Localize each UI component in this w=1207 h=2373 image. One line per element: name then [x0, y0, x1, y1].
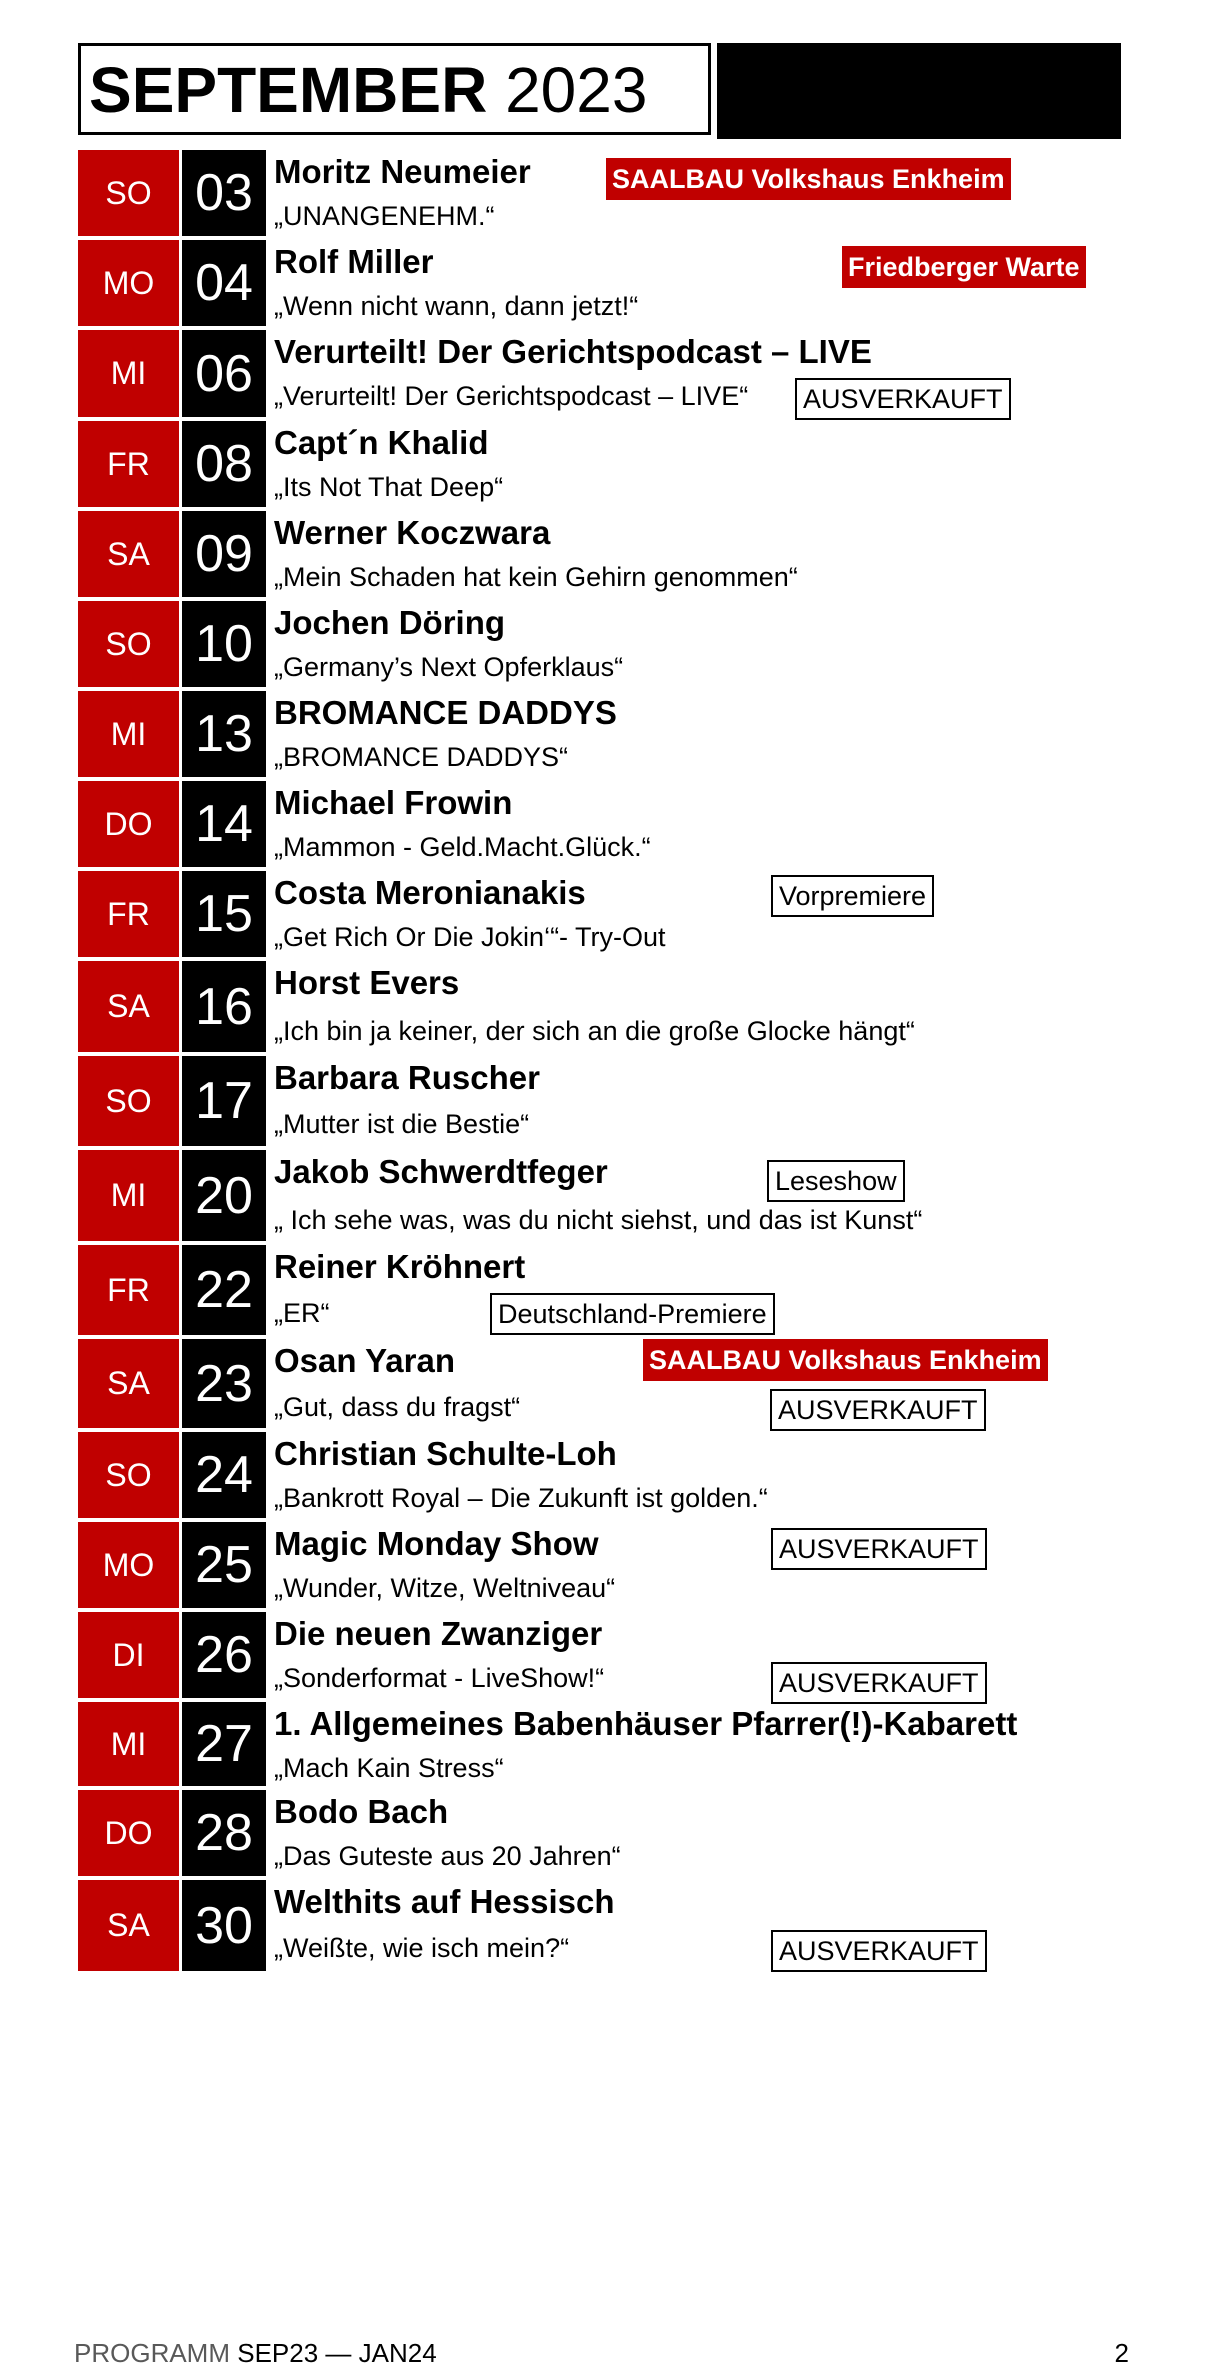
event-weekday: SO — [78, 1056, 179, 1146]
event-row — [0, 781, 1207, 867]
event-weekday: SA — [78, 1880, 179, 1971]
event-subtitle: „Get Rich Or Die Jokin‘“- Try-Out — [274, 922, 666, 952]
event-status-tag: Deutschland-Premiere — [490, 1293, 775, 1335]
event-subtitle: „Weißte, wie isch mein?“ — [274, 1933, 570, 1963]
footer-program-label: PROGRAMM — [74, 2338, 230, 2368]
event-row — [0, 330, 1207, 417]
event-date: 06 — [182, 330, 266, 417]
event-name: Rolf Miller — [274, 243, 434, 280]
event-venue-badge: Friedberger Warte — [842, 246, 1086, 288]
event-name: Moritz Neumeier — [274, 153, 531, 190]
event-name: Verurteilt! Der Gerichtspodcast – LIVE — [274, 333, 872, 370]
event-date: 10 — [182, 601, 266, 687]
event-weekday: SA — [78, 1339, 179, 1428]
event-weekday: DI — [78, 1612, 179, 1698]
event-subtitle: „UNANGENEHM.“ — [274, 201, 495, 231]
footer-program — [74, 2338, 437, 2369]
footer-program-range: SEP23 — JAN24 — [237, 2338, 437, 2368]
event-name: Osan Yaran — [274, 1342, 456, 1379]
event-subtitle: „Wenn nicht wann, dann jetzt!“ — [274, 291, 639, 321]
event-date: 20 — [182, 1150, 266, 1241]
event-subtitle: „Its Not That Deep“ — [274, 472, 504, 502]
event-date: 09 — [182, 511, 266, 597]
event-subtitle: „ER“ — [274, 1298, 330, 1328]
event-name: Welthits auf Hessisch — [274, 1883, 615, 1920]
event-status-tag: AUSVERKAUFT — [795, 378, 1011, 420]
event-date: 13 — [182, 691, 266, 777]
event-date: 14 — [182, 781, 266, 867]
event-date: 27 — [182, 1702, 266, 1786]
event-date: 28 — [182, 1790, 266, 1876]
event-subtitle: „Das Guteste aus 20 Jahren“ — [274, 1841, 621, 1871]
event-date: 04 — [182, 240, 266, 326]
event-subtitle: „Sonderformat - LiveShow!“ — [274, 1663, 605, 1693]
event-name: Capt´n Khalid — [274, 424, 489, 461]
event-status-tag: AUSVERKAUFT — [771, 1662, 987, 1704]
event-row — [0, 240, 1207, 326]
title-year: 2023 — [505, 54, 648, 126]
event-venue-badge: SAALBAU Volkshaus Enkheim — [606, 158, 1011, 200]
event-name: Werner Koczwara — [274, 514, 551, 551]
event-weekday: SA — [78, 961, 179, 1052]
event-subtitle: „Mutter ist die Bestie“ — [274, 1109, 530, 1139]
event-status-tag: AUSVERKAUFT — [771, 1528, 987, 1570]
title-month: SEPTEMBER — [89, 54, 488, 126]
event-subtitle: „Ich bin ja keiner, der sich an die große Glocke hängt“ — [274, 1016, 915, 1046]
event-weekday: MI — [78, 691, 179, 777]
event-weekday: DO — [78, 1790, 179, 1876]
event-subtitle: „ Ich sehe was, was du nicht siehst, und das ist Kunst“ — [274, 1205, 923, 1235]
event-venue-badge: SAALBAU Volkshaus Enkheim — [643, 1339, 1048, 1381]
event-row — [0, 1790, 1207, 1876]
event-subtitle: „Verurteilt! Der Gerichtspodcast – LIVE“ — [274, 381, 749, 411]
event-name: Jakob Schwerdtfeger — [274, 1153, 608, 1190]
event-weekday: FR — [78, 871, 179, 957]
page-number: 2 — [1114, 2338, 1129, 2368]
event-weekday: FR — [78, 1245, 179, 1335]
event-weekday: MO — [78, 1522, 179, 1608]
event-date: 30 — [182, 1880, 266, 1971]
event-name: Barbara Ruscher — [274, 1059, 540, 1096]
event-weekday: SO — [78, 601, 179, 687]
event-weekday: MO — [78, 240, 179, 326]
event-date: 22 — [182, 1245, 266, 1335]
event-row — [0, 1612, 1207, 1698]
event-row — [0, 1150, 1207, 1241]
event-weekday: SO — [78, 1432, 179, 1518]
event-date: 26 — [182, 1612, 266, 1698]
event-subtitle: „Germany’s Next Opferklaus“ — [274, 652, 624, 682]
event-row — [0, 150, 1207, 236]
event-date: 24 — [182, 1432, 266, 1518]
event-weekday: MI — [78, 1150, 179, 1241]
event-name: Christian Schulte-Loh — [274, 1435, 617, 1472]
event-row — [0, 1522, 1207, 1608]
event-date: 16 — [182, 961, 266, 1052]
event-row — [0, 871, 1207, 957]
event-date: 25 — [182, 1522, 266, 1608]
event-subtitle: „Mach Kain Stress“ — [274, 1753, 504, 1783]
event-name: Horst Evers — [274, 964, 460, 1001]
event-name: Jochen Döring — [274, 604, 506, 641]
event-date: 23 — [182, 1339, 266, 1428]
event-row — [0, 1056, 1207, 1146]
event-row — [0, 421, 1207, 507]
event-date: 17 — [182, 1056, 266, 1146]
event-row — [0, 1702, 1207, 1786]
event-row — [0, 511, 1207, 597]
event-subtitle: „Gut, dass du fragst“ — [274, 1392, 521, 1422]
event-name: Costa Meronianakis — [274, 874, 586, 911]
event-status-tag: Vorpremiere — [771, 875, 934, 917]
event-subtitle: „Bankrott Royal – Die Zukunft ist golden.“ — [274, 1483, 768, 1513]
event-weekday: DO — [78, 781, 179, 867]
event-weekday: SA — [78, 511, 179, 597]
event-subtitle: „Wunder, Witze, Weltniveau“ — [274, 1573, 616, 1603]
event-name: Die neuen Zwanziger — [274, 1615, 603, 1652]
event-weekday: SO — [78, 150, 179, 236]
event-weekday: FR — [78, 421, 179, 507]
event-row — [0, 691, 1207, 777]
event-status-tag: Leseshow — [767, 1160, 905, 1202]
event-name: Bodo Bach — [274, 1793, 449, 1830]
event-weekday: MI — [78, 330, 179, 417]
event-name: Michael Frowin — [274, 784, 513, 821]
event-name: BROMANCE DADDYS — [274, 694, 617, 731]
event-date: 03 — [182, 150, 266, 236]
event-row — [0, 1432, 1207, 1518]
event-status-tag: AUSVERKAUFT — [771, 1930, 987, 1972]
event-subtitle: „BROMANCE DADDYS“ — [274, 742, 569, 772]
event-date: 08 — [182, 421, 266, 507]
event-row — [0, 1880, 1207, 1971]
event-date: 15 — [182, 871, 266, 957]
event-row — [0, 961, 1207, 1052]
event-subtitle: „Mammon - Geld.Macht.Glück.“ — [274, 832, 651, 862]
event-status-tag: AUSVERKAUFT — [770, 1389, 986, 1431]
event-subtitle: „Mein Schaden hat kein Gehirn genommen“ — [274, 562, 798, 592]
event-name: 1. Allgemeines Babenhäuser Pfarrer(!)-Kabarett — [274, 1705, 1018, 1742]
event-weekday: MI — [78, 1702, 179, 1786]
event-name: Reiner Kröhnert — [274, 1248, 526, 1285]
event-row — [0, 1339, 1207, 1428]
event-row — [0, 601, 1207, 687]
event-row — [0, 1245, 1207, 1335]
event-name: Magic Monday Show — [274, 1525, 599, 1562]
